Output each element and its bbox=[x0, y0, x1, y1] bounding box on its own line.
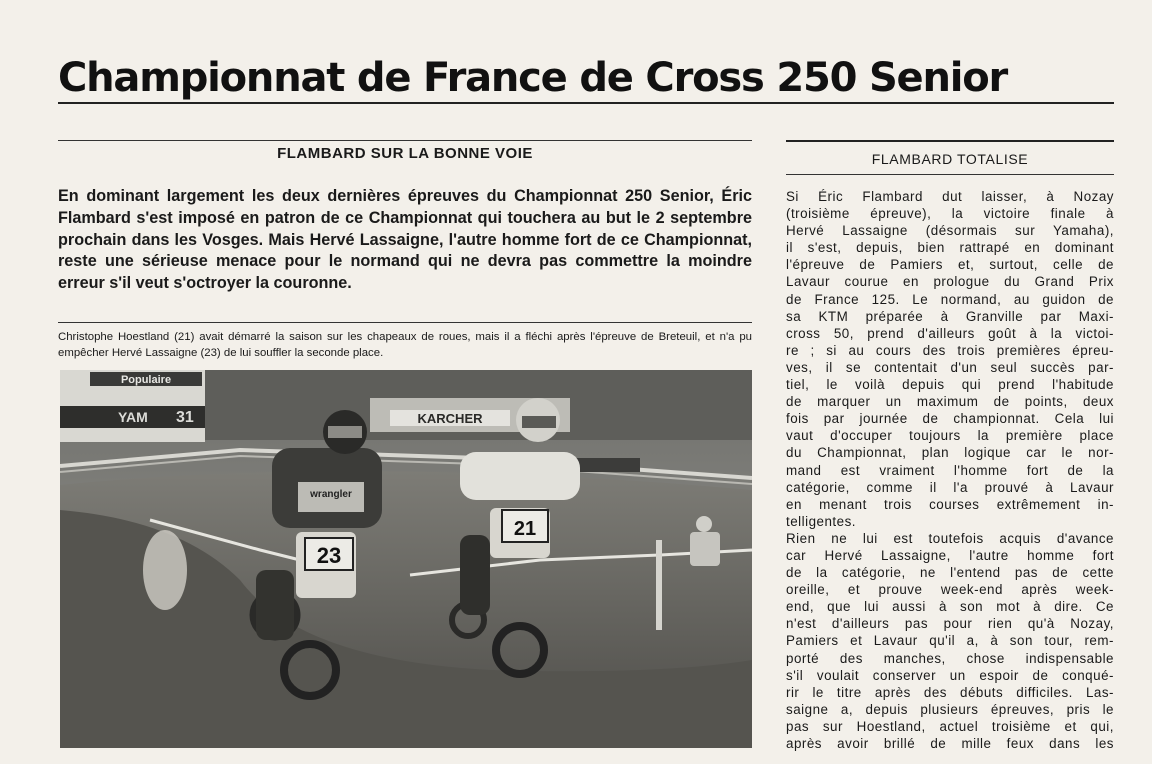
lead-paragraph: En dominant largement les deux dernières épreuves du Championnat 250 Senior, Éric Flambard s'est imposé en patron de ce Championnat qui touchera au but le 2 septembre prochain dans les Vosges. Mais Hervé Lassaigne, l'autre homme fort de ce Championnat, reste une sérieuse menace pour le normand qui ne devra pas commettre la moindre erreur s'il veut s'octroyer la couronne. bbox=[58, 187, 752, 293]
body-line: il s'est, depuis, bien rattrapé en dominant bbox=[786, 240, 1114, 256]
body-line: vaut d'occuper toujours la première place bbox=[786, 428, 1114, 444]
body-line: Rien ne lui est toutefois acquis d'avance bbox=[786, 530, 1114, 546]
body-line: oreille, et prouve week-end après week- bbox=[786, 582, 1114, 598]
body-line: end, que lui aussi à son mot à dire. Ce bbox=[786, 599, 1114, 615]
body-line: du Championnat, plan logique car le nor- bbox=[786, 445, 1114, 461]
right-subheading: FLAMBARD TOTALISE bbox=[871, 151, 1029, 167]
motocross-photo bbox=[60, 370, 752, 748]
sign-populaire: Populaire bbox=[120, 374, 172, 386]
right-divider bbox=[786, 140, 1114, 142]
article-body bbox=[786, 188, 1114, 752]
sign-31: 31 bbox=[176, 409, 194, 426]
body-line: n'est d'ailleurs pas pour rien qu'à Nozay, bbox=[786, 616, 1114, 632]
right-subheading-rule bbox=[786, 174, 1114, 175]
body-line: saigne a, depuis plusieurs épreuves, pris le bbox=[786, 701, 1114, 717]
body-line: car Hervé Lassaigne, l'autre homme fort bbox=[786, 547, 1114, 563]
body-line: re ; si au cours des trois premières épreu- bbox=[786, 342, 1114, 358]
body-line: telligentes. bbox=[786, 513, 857, 529]
lead-divider bbox=[58, 322, 752, 323]
body-line: sa KTM préparée à Granville par Maxi- bbox=[786, 308, 1114, 324]
body-line: porté des manches, chose indispensable bbox=[786, 650, 1114, 666]
body-line: après avoir brillé de mille feux dans les bbox=[786, 736, 1114, 751]
sign-yam: YAM bbox=[118, 409, 148, 425]
photo-caption: Christophe Hoestland (21) avait démarré la saison sur les chapeaux de roues, mais il a fléchi après l'épreuve de Breteuil, et n'a pu empêcher Hervé Lassaigne (23) de lui souffler la seconde place. bbox=[58, 331, 752, 359]
body-line: fois par journée de championnat. Cela lui bbox=[786, 411, 1114, 427]
body-line: catégorie, comme il l'a prouvé à Lavaur bbox=[786, 479, 1114, 495]
body-line: Hervé Lassaigne (désormais sur Yamaha), bbox=[786, 223, 1114, 239]
body-line: (troisième épreuve), la victoire finale à bbox=[786, 206, 1114, 222]
title-rule bbox=[58, 102, 1114, 104]
body-line: ves, il se contentait d'un seul succès par- bbox=[786, 359, 1114, 375]
body-line: tiel, le voilà depuis qui prend l'habitude bbox=[786, 377, 1114, 393]
body-line: de marquer un maximum de points, deux bbox=[786, 394, 1114, 410]
body-line: en menant trois courses extrêmement in- bbox=[786, 496, 1114, 512]
body-line: mand est vraiment l'homme fort de la bbox=[786, 462, 1114, 478]
sign-wrangler: wrangler bbox=[310, 489, 352, 500]
left-subheading: FLAMBARD SUR LA BONNE VOIE bbox=[277, 145, 533, 162]
body-line: rir le titre après des débuts difficiles. Las- bbox=[786, 684, 1114, 700]
body-line: de la catégorie, ne l'entend pas de cette bbox=[786, 565, 1114, 581]
left-divider bbox=[58, 140, 752, 141]
body-line: de France 125. Le normand, au guidon de bbox=[786, 291, 1114, 307]
body-line: cross 50, prend d'ailleurs goût à la victoi- bbox=[786, 325, 1114, 341]
photo-illustration bbox=[60, 370, 752, 748]
page-title: Championnat de France de Cross 250 Senior bbox=[58, 55, 1008, 101]
body-line: pas sur Hoestland, actuel troisième et qui, bbox=[786, 718, 1114, 734]
body-line: l'épreuve de Pamiers et, surtout, celle de bbox=[786, 257, 1114, 273]
bike-number-21: 21 bbox=[513, 518, 537, 540]
bike-number-23: 23 bbox=[316, 543, 342, 568]
body-line: s'il voulait conserver un espoir de conqué- bbox=[786, 667, 1114, 683]
body-line: Si Éric Flambard dut laisser, à Nozay bbox=[786, 189, 1114, 204]
body-line: Pamiers et Lavaur qu'il a, à son tour, rem- bbox=[786, 633, 1114, 649]
body-line: Lavaur courue en prologue du Grand Prix bbox=[786, 274, 1114, 290]
sign-karcher: KARCHER bbox=[417, 411, 483, 426]
